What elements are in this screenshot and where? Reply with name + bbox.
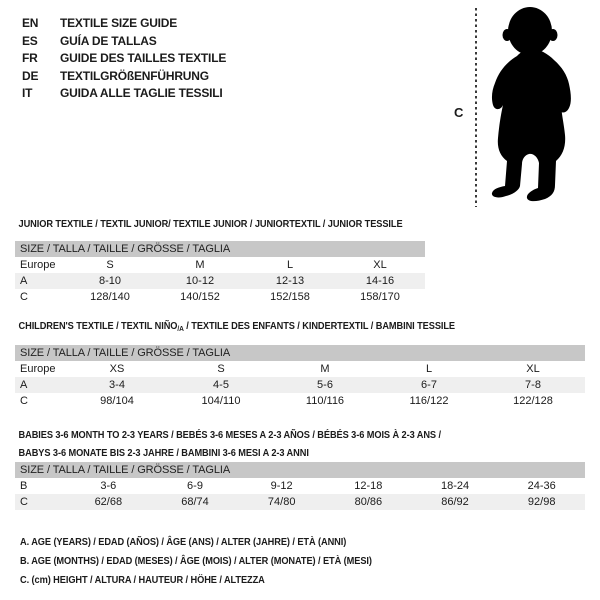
- table-title-part: CHILDREN'S TEXTILE / TEXTIL NIÑO: [18, 320, 178, 332]
- table-row: [15, 273, 425, 289]
- size-cell: L: [286, 259, 294, 271]
- row-label: B: [20, 480, 28, 492]
- language-code: FR: [22, 51, 38, 65]
- note-line-b: B. AGE (MONTHS) / EDAD (MESES) / ÂGE (MOIS) / ALTER (MONATE) / ETÀ (MESI): [20, 555, 372, 567]
- row-label: Europe: [20, 259, 56, 271]
- size-cell: 10-12: [185, 275, 215, 287]
- table-row: [15, 289, 425, 305]
- size-cell: XL: [373, 259, 387, 271]
- table-row: [15, 478, 585, 494]
- size-cell: 3-4: [109, 379, 125, 391]
- size-cell: 128/140: [90, 291, 130, 303]
- language-row: [22, 50, 226, 68]
- size-cell: 110/116: [305, 395, 345, 407]
- size-header-bar: SIZE / TALLA / TAILLE / GRÖSSE / TAGLIA: [15, 462, 585, 478]
- size-cell: S: [106, 259, 114, 271]
- note-line-c: C. (cm) HEIGHT / ALTURA / HAUTEUR / HÖHE / ALTEZZA: [20, 574, 265, 586]
- note-line-a: A. AGE (YEARS) / EDAD (AÑOS) / ÂGE (ANS) / ALTER (JAHRE) / ETÀ (ANNI): [20, 536, 347, 548]
- toddler-silhouette-icon: [484, 6, 596, 210]
- size-cell: M: [320, 363, 330, 375]
- table-title-part: / TEXTILE DES ENFANTS / KINDERTEXTIL / BAMBINI TESSILE: [183, 320, 456, 332]
- table-row: [15, 257, 425, 273]
- size-cell: 6-7: [421, 379, 437, 391]
- table-row: [15, 494, 585, 510]
- size-cell: 80/86: [354, 496, 383, 508]
- size-cell: 116/122: [409, 395, 449, 407]
- language-row: [22, 85, 226, 103]
- table-title: [15, 426, 517, 462]
- language-code: ES: [22, 33, 38, 48]
- size-cell: 152/158: [270, 291, 310, 303]
- size-cell: 7-8: [525, 379, 541, 391]
- table-row: [15, 377, 585, 393]
- size-table-children: [15, 320, 585, 409]
- size-cell: 74/80: [267, 496, 296, 508]
- legend-notes: [20, 533, 372, 590]
- size-cell: 68/74: [181, 496, 209, 508]
- table-title: JUNIOR TEXTILE / TEXTIL JUNIOR/ TEXTILE JUNIOR / JUNIORTEXTIL / JUNIOR TESSILE: [18, 218, 403, 230]
- size-cell: XL: [526, 363, 540, 375]
- row-label: A: [20, 275, 28, 287]
- table-title-line: BABIES 3-6 MONTH TO 2-3 YEARS / BEBÉS 3-6 MESES A 2-3 AÑOS / BÉBÉS 3-6 MOIS À 2-3 ANS /: [18, 429, 441, 441]
- language-list: [22, 15, 226, 103]
- size-cell: 18-24: [440, 480, 470, 492]
- size-table-babies: [15, 426, 585, 510]
- language-code: IT: [22, 86, 33, 100]
- size-cell: M: [195, 259, 205, 271]
- size-cell: 98/104: [100, 395, 134, 407]
- size-cell: 24-36: [527, 480, 556, 492]
- size-cell: S: [217, 363, 225, 375]
- table-row: [15, 361, 585, 377]
- height-measure-line: [475, 8, 477, 207]
- size-cell: 5-6: [317, 379, 333, 391]
- size-cell: 6-9: [187, 480, 203, 492]
- size-cell: 92/98: [527, 496, 556, 508]
- row-label: C: [20, 291, 28, 303]
- row-label: A: [20, 379, 28, 391]
- size-header-bar: SIZE / TALLA / TAILLE / GRÖSSE / TAGLIA: [15, 345, 585, 361]
- language-label: TEXTILE SIZE GUIDE: [60, 16, 178, 30]
- table-row: [15, 393, 585, 409]
- row-label: Europe: [20, 363, 56, 375]
- language-code: DE: [22, 68, 39, 83]
- language-label: GUIDE DES TAILLES TEXTILE: [60, 51, 227, 65]
- row-label: C: [20, 496, 28, 508]
- language-row: [22, 33, 226, 51]
- size-cell: 8-10: [98, 275, 122, 287]
- size-cell: L: [425, 363, 433, 375]
- size-table-junior: [15, 218, 425, 305]
- size-cell: 140/152: [180, 291, 220, 303]
- language-row: [22, 15, 226, 33]
- size-cell: 86/92: [441, 496, 469, 508]
- size-cell: 12-13: [275, 275, 305, 287]
- size-cell: 104/110: [201, 395, 241, 407]
- language-label: GUÍA DE TALLAS: [60, 33, 157, 48]
- row-label: C: [20, 395, 28, 407]
- size-cell: 4-5: [213, 379, 229, 391]
- table-title: [15, 320, 517, 335]
- size-cell: 3-6: [100, 480, 117, 492]
- size-cell: 12-18: [354, 480, 383, 492]
- size-cell: 9-12: [270, 480, 293, 492]
- table-title-line: BABYS 3-6 MONATE BIS 2-3 JAHRE / BAMBINI 3-6 MESI A 2-3 ANNI: [18, 447, 309, 459]
- size-cell: 62/68: [94, 496, 123, 508]
- language-label: GUIDA ALLE TAGLIE TESSILI: [60, 86, 223, 100]
- table-title-subscript: /A: [177, 324, 184, 333]
- size-cell: XS: [109, 363, 125, 375]
- language-label: TEXTILGRÖßENFÜHRUNG: [60, 68, 209, 83]
- size-cell: 122/128: [513, 395, 553, 407]
- size-header-bar: SIZE / TALLA / TAILLE / GRÖSSE / TAGLIA: [15, 241, 425, 257]
- language-row: [22, 68, 226, 86]
- height-measure-label: C: [454, 105, 464, 120]
- language-code: EN: [22, 16, 39, 30]
- size-cell: 14-16: [365, 275, 395, 287]
- size-cell: 158/170: [360, 291, 400, 303]
